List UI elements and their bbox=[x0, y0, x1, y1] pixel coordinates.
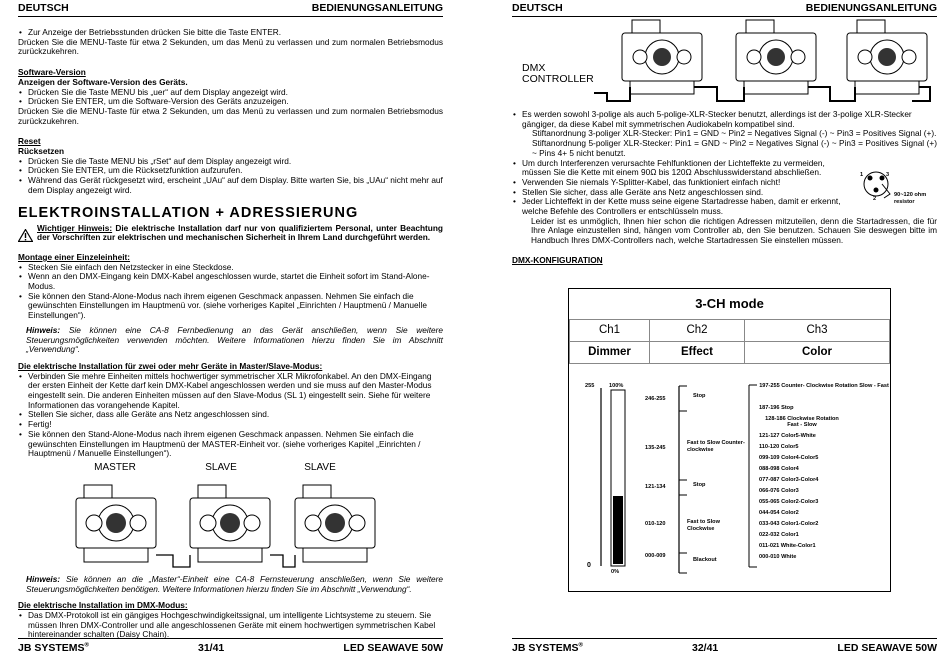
color-row: 033-043 Color1-Color2 bbox=[759, 521, 819, 527]
dmx-item: • Verwenden Sie niemals Y-Splitter-Kabel, das funktioniert einfach nicht! bbox=[512, 178, 855, 188]
montage-item: • Wenn an den DMX-Eingang kein DMX-Kabel angeschlossen wurde, startet die Einheit sofort im Stand-Alone-Modus. bbox=[18, 272, 443, 291]
note-ca8 bbox=[18, 326, 443, 355]
function-header: Color bbox=[745, 342, 890, 364]
color-bracket bbox=[745, 383, 759, 573]
master-slave-heading: Die elektrische Installation für zwei oder mehr Geräte in Master/Slave-Modus: bbox=[18, 360, 323, 371]
note-text: Sie können an die „Master“-Einheit eine CA-8 Fernsteuerung anschließen, wenn Sie weitere Steuerungsmöglichkeiten benötigen. Weitere Informationen hierzu finden Sie im Abschnitt „Verwendung“. bbox=[26, 573, 443, 594]
color-row: 011-021 White-Color1 bbox=[759, 543, 816, 549]
footer-brand: JB SYSTEMS® bbox=[512, 642, 583, 654]
warning-text: Die elektrische Installation darf nur von qualifiziertem Personal, unter Beachtung der Vorschriften zur elektrischen und mechanischen Sicherheit in Ihrem Land durchgeführt werden. bbox=[37, 222, 443, 243]
color-row: 066-076 Color3 bbox=[759, 488, 799, 494]
effect-range: 010-120 bbox=[645, 521, 666, 527]
slave-label: SLAVE bbox=[205, 461, 237, 473]
color-rows bbox=[759, 384, 889, 566]
color-row: 000-010 White bbox=[759, 554, 797, 560]
elektro-heading: ELEKTROINSTALLATION + ADRESSIERUNG bbox=[18, 204, 359, 221]
page-header bbox=[18, 2, 443, 17]
color-row: 187-196 Stop bbox=[759, 405, 794, 411]
master-label: MASTER bbox=[94, 461, 136, 473]
color-row: 022-032 Color1 bbox=[759, 532, 799, 538]
fixture-icon bbox=[622, 20, 702, 94]
sw-paragraph: Drücken Sie die MENU-Taste für etwa 2 Sekunden, um das Menü zu verlassen und zum normalen Betriebsmodus zurückzukehren. bbox=[18, 105, 443, 126]
master-slave-diagram bbox=[18, 461, 443, 569]
left-page bbox=[18, 0, 443, 654]
color-row: 110-120 Color5 bbox=[759, 444, 799, 450]
effect-range: 135-245 bbox=[645, 445, 666, 451]
effect-range: 000-009 bbox=[645, 553, 666, 559]
montage-item: • Sie können den Stand-Alone-Modus nach ihrem eigenen Geschmack anpassen. Nehmen Sie einfach die gewünschten Einstellungen im Hauptmenü vor. (siehe vorheriges Kapitel „Einrichten / Hauptmenü / Manuelle Einstellungen“). bbox=[18, 292, 443, 321]
dimmer-bottom-percent: 0% bbox=[611, 569, 620, 575]
dimmer-top-percent: 100% bbox=[609, 383, 624, 389]
reset-heading: Reset bbox=[18, 136, 41, 147]
color-row: 099-109 Color4-Color5 bbox=[759, 455, 819, 461]
note-text: Sie können eine CA-8 Fernbedienung an das Gerät anschließen, wenn Sie weitere Steuerungsmöglichkeiten verwenden möchten. Weitere Informationen hierzu finden Sie im Abschnitt „Verwendung“. bbox=[26, 324, 443, 355]
dmx-item: • Stellen Sie sicher, dass alle Geräte ans Netz angeschlossen sind. bbox=[512, 188, 855, 198]
dmx-item: • Um durch Interferenzen verursachte Fehlfunktionen der Lichteffekte zu vermeiden, müssen Sie die Kette mit einem 90Ω bis 120Ω Abschlusswiderstand abschließen. bbox=[512, 159, 855, 178]
color-row: 121-127 Color5-White bbox=[759, 433, 816, 439]
color-row: 044-054 Color2 bbox=[759, 510, 799, 516]
dimmer-top-value: 255 bbox=[585, 383, 595, 389]
dmx-channel-chart bbox=[568, 288, 891, 592]
dimmer-bottom-value: 0 bbox=[587, 562, 591, 569]
color-row: 128-186 Clockwise Rotation Fast - Slow bbox=[765, 416, 839, 428]
note-label: Hinweis: bbox=[26, 573, 61, 584]
resistor-label: 90~120 ohm resistor bbox=[894, 192, 927, 206]
terminator-illustration bbox=[862, 170, 938, 220]
ms-item: • Fertig! bbox=[18, 420, 443, 430]
footer-page-number: 31/41 bbox=[198, 642, 225, 654]
color-row: 077-087 Color3-Color4 bbox=[759, 477, 819, 483]
sw-item: • Drücken Sie ENTER, um die Software-Version des Geräts anzuzeigen. bbox=[18, 97, 443, 107]
warning-label: Wichtiger Hinweis: bbox=[37, 222, 113, 233]
page-footer bbox=[512, 638, 937, 654]
effect-label: Fast to Slow Counter-clockwise bbox=[687, 440, 745, 453]
reset-item: • Drücken Sie die Taste MENU bis „rSet“ auf dem Display angezeigt wird. bbox=[18, 157, 443, 167]
effect-label: Stop bbox=[693, 393, 706, 399]
channel-header: Ch3 bbox=[745, 320, 890, 342]
slave-label: SLAVE bbox=[304, 461, 336, 473]
page-footer bbox=[18, 638, 443, 654]
effect-label: Fast to Slow Clockwise bbox=[687, 519, 720, 532]
montage-item: • Stecken Sie einfach den Netzstecker in eine Steckdose. bbox=[18, 263, 443, 273]
dmx-controller-label: DMX CONTROLLER bbox=[522, 62, 594, 86]
ms-item: • Sie können den Stand-Alone-Modus nach ihrem eigenen Geschmack anpassen. Nehmen Sie einfach die gewünschten Einstellungen im Hauptmenü der MASTER-Einheit vor. (siehe vorheriges Kapitel „Einrichten / Hauptmenü / Manuelle Einstellungen“). bbox=[18, 430, 443, 459]
footer-brand: JB SYSTEMS® bbox=[18, 642, 89, 654]
dmx-item: • Das DMX-Protokoll ist ein gängiges Hochgeschwindigkeitssignal, um intelligente Lichtsysteme zu steuern. Sie müssen Ihren DMX-Controller und alle angeschlossenen Geräte mit einem hochwertigen symmetrischen Kabel hintereinander schalten (Daisy Chain). bbox=[18, 611, 443, 640]
xlr-item: • Es werden sowohl 3-polige als auch 5-polige-XLR-Stecker benutzt, allerdings ist der 3-polige XLR-Stecker gängiger, da diese Kabel mit symmetrischen Audiokabeln kompatibel sind. bbox=[512, 110, 937, 129]
effect-bracket bbox=[677, 385, 691, 575]
footer-product: LED SEAWAVE 50W bbox=[343, 642, 443, 654]
channel-table bbox=[569, 319, 890, 364]
fixture-icon bbox=[847, 20, 927, 94]
software-version-subheading: Anzeigen der Software-Version des Geräts. bbox=[18, 76, 188, 87]
color-row: 197-255 Counter- Clockwise Rotation Slow - Fast bbox=[759, 383, 889, 389]
effect-range: 246-255 bbox=[645, 396, 666, 402]
reset-item: • Während das Gerät rückgesetzt wird, erscheint „UAu“ auf dem Display. Bitte warten Sie, bis „UAu“ nicht mehr auf dem Display angezeigt wird. bbox=[18, 176, 443, 195]
effect-label: Stop bbox=[693, 482, 706, 488]
reset-subheading: Rücksetzen bbox=[18, 146, 65, 157]
header-language: DEUTSCH bbox=[512, 2, 563, 14]
dmx-konfiguration-heading: DMX-KONFIGURATION bbox=[512, 254, 603, 265]
header-language: DEUTSCH bbox=[18, 2, 69, 14]
pin-number: 3 bbox=[886, 172, 890, 178]
fixture-icon bbox=[76, 485, 156, 562]
sw-item: • Drücken Sie die Taste MENU bis „uer“ auf dem Display angezeigt wird. bbox=[18, 88, 443, 98]
pin-assignment-5pin: Stiftanordnung 5-poliger XLR-Stecker: Pin1 = GND ~ Pin2 = Negatives Signal (-) ~ Pin3 = Positives Signal (+) ~ Pins 4+ 5 nicht benutzt. bbox=[532, 138, 937, 158]
dmx-item: • Jeder Lichteffekt in der Kette muss seine eigene Startadresse haben, damit er erkennt, welche Befehle des Controllers er entschlüsseln muss. bbox=[512, 197, 855, 216]
mode-title: 3-CH mode bbox=[695, 296, 764, 311]
dimmer-bar bbox=[599, 386, 629, 571]
effect-label: Blackout bbox=[693, 557, 717, 563]
master-slave-fixtures-illustration bbox=[18, 473, 443, 569]
fixture-icon bbox=[190, 485, 270, 562]
pin-assignment-3pin: Stiftanordnung 3-poliger XLR-Stecker: Pin1 = GND ~ Pin2 = Negatives Signal (-) ~ Pin3 = Positives Signal (+). bbox=[532, 128, 937, 139]
warning-icon bbox=[18, 229, 33, 242]
color-row: 055-065 Color2-Color3 bbox=[759, 499, 819, 505]
effect-range: 121-134 bbox=[645, 484, 666, 490]
channel-header: Ch2 bbox=[650, 320, 745, 342]
warning-block bbox=[18, 224, 443, 243]
ms-item: • Stellen Sie sicher, dass alle Geräte ans Netz angeschlossen sind. bbox=[18, 410, 443, 420]
address-paragraph: Leider ist es unmöglich, Ihnen hier schon die richtigen Adressen mitzuteilen, denn die Startadressen, die für Ihre Anlage einzustellen sind, hängen vom Controller ab, den Sie benutzen. Schauen Sie deswegen bitte im Handbuch Ihres DMX-Controllers nach, welche Startadressen Sie einstellen müssen. bbox=[531, 215, 937, 246]
footer-product: LED SEAWAVE 50W bbox=[837, 642, 937, 654]
pin-number: 1 bbox=[860, 172, 864, 178]
function-header: Effect bbox=[650, 342, 745, 364]
footer-page-number: 32/41 bbox=[692, 642, 719, 654]
reset-item: • Drücken Sie ENTER, um die Rücksetzfunktion aufzurufen. bbox=[18, 166, 443, 176]
note-master bbox=[18, 575, 443, 594]
color-row: 088-098 Color4 bbox=[759, 466, 799, 472]
header-title: BEDIENUNGSANLEITUNG bbox=[805, 2, 937, 14]
pin-number: 2 bbox=[873, 196, 877, 202]
dmx-chain-diagram bbox=[512, 15, 937, 108]
function-header: Dimmer bbox=[570, 342, 650, 364]
fixture-icon bbox=[736, 20, 816, 94]
fixture-icon bbox=[295, 485, 375, 562]
montage-heading: Montage einer Einzeleinheit: bbox=[18, 251, 131, 262]
header-title: BEDIENUNGSANLEITUNG bbox=[311, 2, 443, 14]
software-version-heading: Software-Version bbox=[18, 67, 86, 78]
dmx-mode-heading: Die elektrische Installation im DMX-Modus: bbox=[18, 600, 188, 611]
right-page bbox=[512, 0, 937, 654]
intro-bullet: • Zur Anzeige der Betriebsstunden drücken Sie bitte die Taste ENTER. bbox=[18, 28, 443, 38]
ms-item: • Verbinden Sie mehre Einheiten mittels hochwertiger symmetrischer XLR Mikrofonkabel. An den DMX-Eingang der ersten Einheit der Kette darf kein DMX-Kabel angeschlossen werden und sie muss auf den Master-Modus eingestellt sein. Die anderen Einheiten müssen auf den Slave-Modus (SL 1) eingestellt sein. Siehe für weitere Informationen das vorangehende Kapitel. bbox=[18, 372, 443, 411]
left-body bbox=[18, 28, 443, 640]
note-label: Hinweis: bbox=[26, 324, 61, 335]
channel-header: Ch1 bbox=[570, 320, 650, 342]
intro-paragraph: Drücken Sie die MENU-Taste für etwa 2 Sekunden, um das Menü zu verlassen und zum normalen Betriebsmodus zurückzukehren. bbox=[18, 36, 443, 57]
